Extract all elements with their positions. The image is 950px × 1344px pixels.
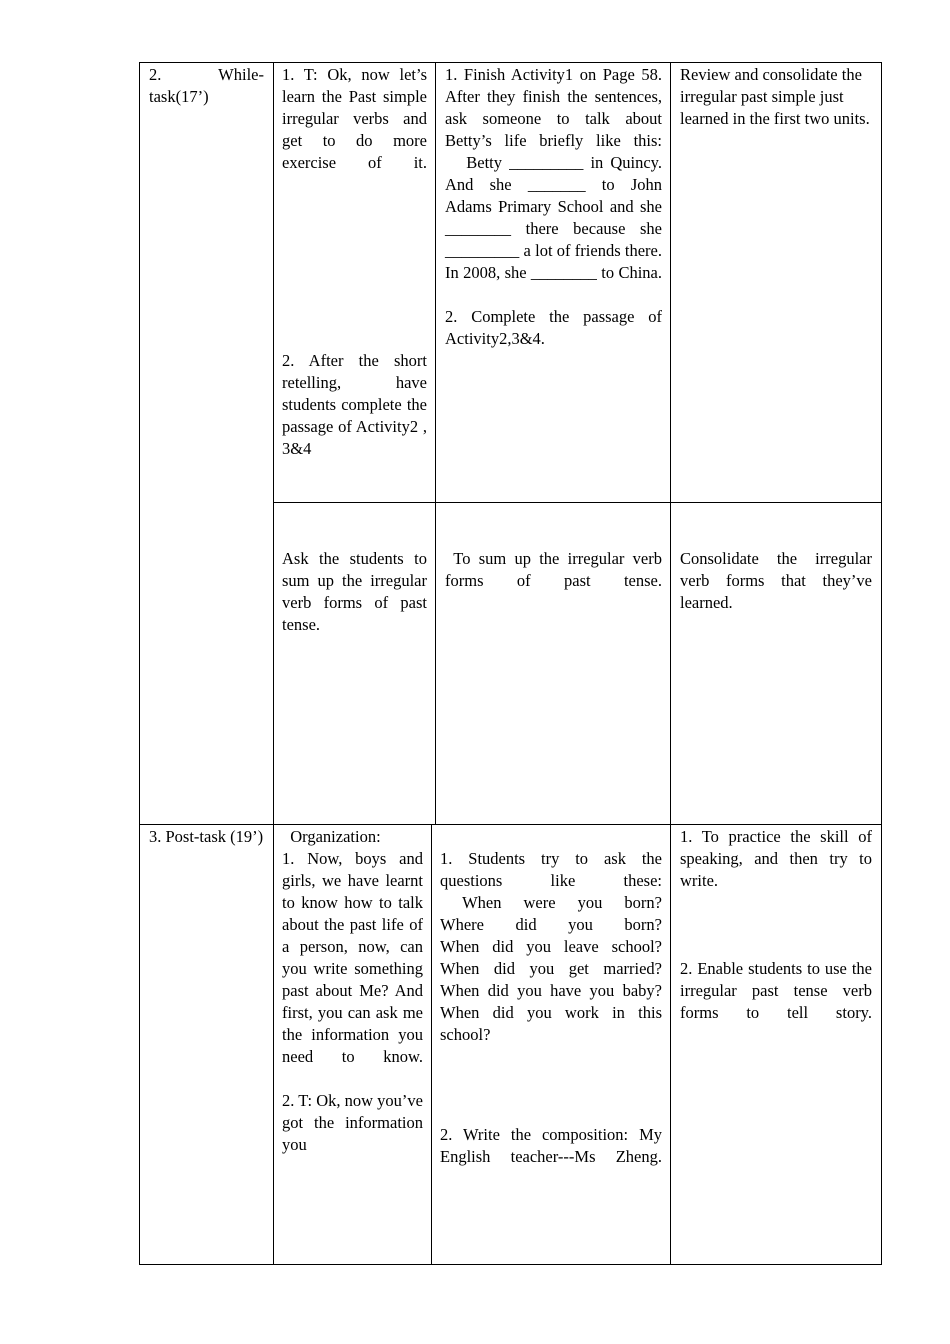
post-task-purpose-2: 2. Enable students to use the irregular past tense verb forms to tell story.	[680, 959, 877, 1022]
post-task-teacher-step-2: 2. T: Ok, now you’ve got the information you	[282, 1091, 428, 1154]
while-task-teacher-cell	[282, 64, 432, 460]
post-task-question-2: Where did you born?	[440, 915, 662, 934]
post-task-purpose-1: 1. To practice the skill of speaking, and then try to write.	[680, 827, 877, 890]
while-task-2-purpose: Consolidate the irregular verb forms that they’ve learned.	[680, 549, 877, 612]
while-task-students-cell	[445, 64, 667, 350]
while-task-stage: 2. While-task(17’)	[149, 65, 264, 106]
while-task-stage-cell	[149, 64, 264, 108]
while-task-teacher-step-1: 1. T: Ok, now let’s learn the Past simple irregular verbs and get to do more exercise of it.	[282, 65, 432, 172]
while-task-purpose: Review and consolidate the irregular past simple just learned in the first two units.	[680, 65, 870, 128]
post-task-students-cell	[440, 848, 667, 1168]
post-task-question-5: When did you have you baby?	[440, 981, 662, 1000]
post-task-students-step-1: 1. Students try to ask the questions like these:	[440, 849, 667, 890]
post-task-question-4: When did you get married?	[440, 959, 662, 978]
table-right-border	[881, 62, 882, 1265]
post-task-teacher-heading: Organization:	[282, 827, 381, 846]
column-divider-3	[670, 62, 671, 1265]
row-divider-while-task	[273, 502, 882, 503]
while-task-students-step-1: 1. Finish Activity1 on Page 58. After they finish the sentences, ask someone to talk about Betty’s life briefly like this:	[445, 65, 667, 150]
while-task-2-teacher: Ask the students to sum up the irregular verb forms of past tense.	[282, 549, 432, 634]
post-task-teacher-step-1: 1. Now, boys and girls, we have learnt to know how to talk about the past life of a person, now, can you write something past about Me? And first, you can ask me the information you need to know.	[282, 849, 428, 1066]
while-task-students-cloze: Betty _________ in Quincy. And she _______ to John Adams Primary School and she ________ there because she _________ a lot of friends there. In 2008, she ________ to China.	[445, 153, 667, 282]
column-divider-2-lower	[431, 824, 432, 1265]
post-task-question-6: When did you work in this school?	[440, 1003, 667, 1044]
row-divider-post-task	[139, 824, 882, 825]
while-task-2-students: To sum up the irregular verb forms of past tense.	[445, 549, 667, 590]
while-task-2-purpose-cell	[680, 548, 877, 614]
while-task-teacher-step-2: 2. After the short retelling, have students complete the passage of Activity2 , 3&4	[282, 351, 432, 458]
column-divider-1	[273, 62, 274, 1265]
while-task-2-students-cell	[445, 548, 667, 592]
table-top-border	[139, 62, 882, 63]
while-task-2-teacher-cell	[282, 548, 432, 636]
post-task-question-1: When were you born?	[440, 893, 662, 912]
while-task-students-step-2: 2. Complete the passage of Activity2,3&4.	[445, 307, 666, 348]
table-left-border	[139, 62, 140, 1265]
table-bottom-border	[139, 1264, 882, 1265]
post-task-stage: 3. Post-task (19’)	[149, 827, 264, 846]
post-task-question-3: When did you leave school?	[440, 937, 662, 956]
post-task-purpose-cell	[680, 826, 877, 1024]
post-task-teacher-cell	[282, 826, 428, 1156]
column-divider-2-upper	[435, 62, 436, 824]
post-task-students-step-2: 2. Write the composition: My English teacher---Ms Zheng.	[440, 1125, 667, 1166]
post-task-stage-cell	[149, 826, 264, 848]
while-task-purpose-cell	[680, 64, 872, 130]
